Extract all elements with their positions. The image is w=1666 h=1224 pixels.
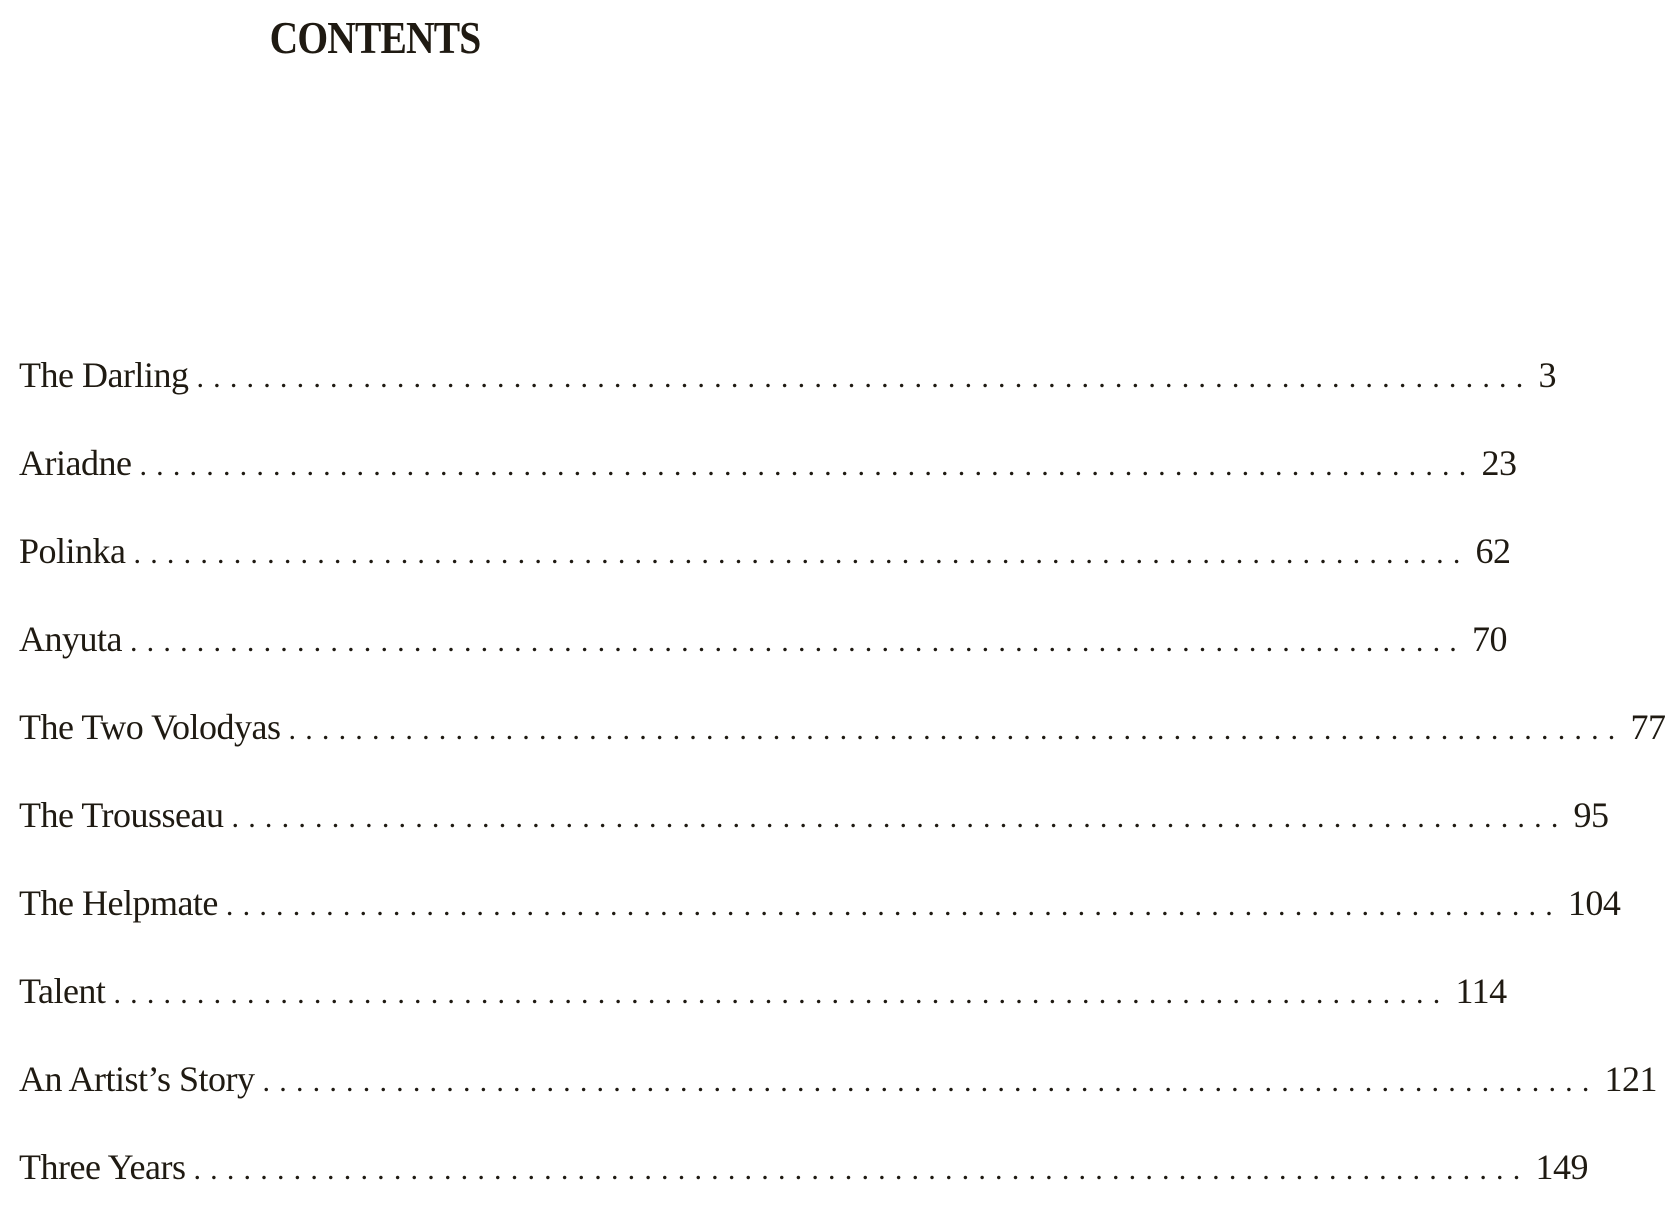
toc-entry-title: An Artist’s Story xyxy=(19,1059,255,1099)
toc-entry xyxy=(19,1136,1588,1224)
toc-entry-page: 3 xyxy=(1538,355,1556,395)
toc-entry xyxy=(19,608,1507,696)
toc-entry-title: Ariadne xyxy=(19,443,132,483)
toc-entry-title: Anyuta xyxy=(19,619,122,659)
dot-leader: ................................................................................ xyxy=(133,537,1470,570)
toc-entry-title: The Darling xyxy=(19,355,189,395)
dot-leader: ................................................................................ xyxy=(196,361,1533,394)
toc-entry-page: 70 xyxy=(1471,619,1507,659)
contents-heading: CONTENTS xyxy=(269,12,481,63)
toc-entry xyxy=(19,432,1517,520)
toc-entry xyxy=(19,344,1556,432)
dot-leader: ................................................................................ xyxy=(129,625,1466,658)
toc-entry xyxy=(19,696,1666,784)
toc-entry-title: Polinka xyxy=(19,531,126,571)
toc-entry xyxy=(19,520,1511,608)
dot-leader: ................................................................................ xyxy=(139,449,1476,482)
dot-leader: ................................................................................ xyxy=(288,713,1625,746)
toc-entry-page: 95 xyxy=(1573,795,1609,835)
toc-entry-page: 149 xyxy=(1535,1147,1588,1187)
toc-entry xyxy=(19,960,1507,1048)
toc-entry-title: Talent xyxy=(19,971,106,1011)
toc-entry-title: Three Years xyxy=(19,1147,186,1187)
dot-leader: ................................................................................ xyxy=(262,1065,1599,1098)
dot-leader: ................................................................................ xyxy=(231,801,1568,834)
toc-entry xyxy=(19,1048,1658,1136)
toc-list xyxy=(19,344,1666,1224)
toc-entry xyxy=(19,872,1621,960)
toc-entry-page: 23 xyxy=(1481,443,1517,483)
toc-entry-page: 121 xyxy=(1604,1059,1658,1099)
dot-leader: ................................................................................ xyxy=(225,889,1562,922)
toc-entry-page: 114 xyxy=(1455,971,1507,1011)
toc-entry-page: 104 xyxy=(1567,883,1621,923)
toc-entry-title: The Two Volodyas xyxy=(19,707,281,747)
toc-entry xyxy=(19,784,1609,872)
toc-entry-title: The Helpmate xyxy=(19,883,218,923)
toc-entry-title: The Trousseau xyxy=(19,795,224,835)
toc-entry-page: 62 xyxy=(1475,531,1511,571)
dot-leader: ................................................................................ xyxy=(113,977,1450,1010)
dot-leader: ................................................................................ xyxy=(193,1153,1530,1186)
toc-entry-page: 77 xyxy=(1630,707,1666,747)
